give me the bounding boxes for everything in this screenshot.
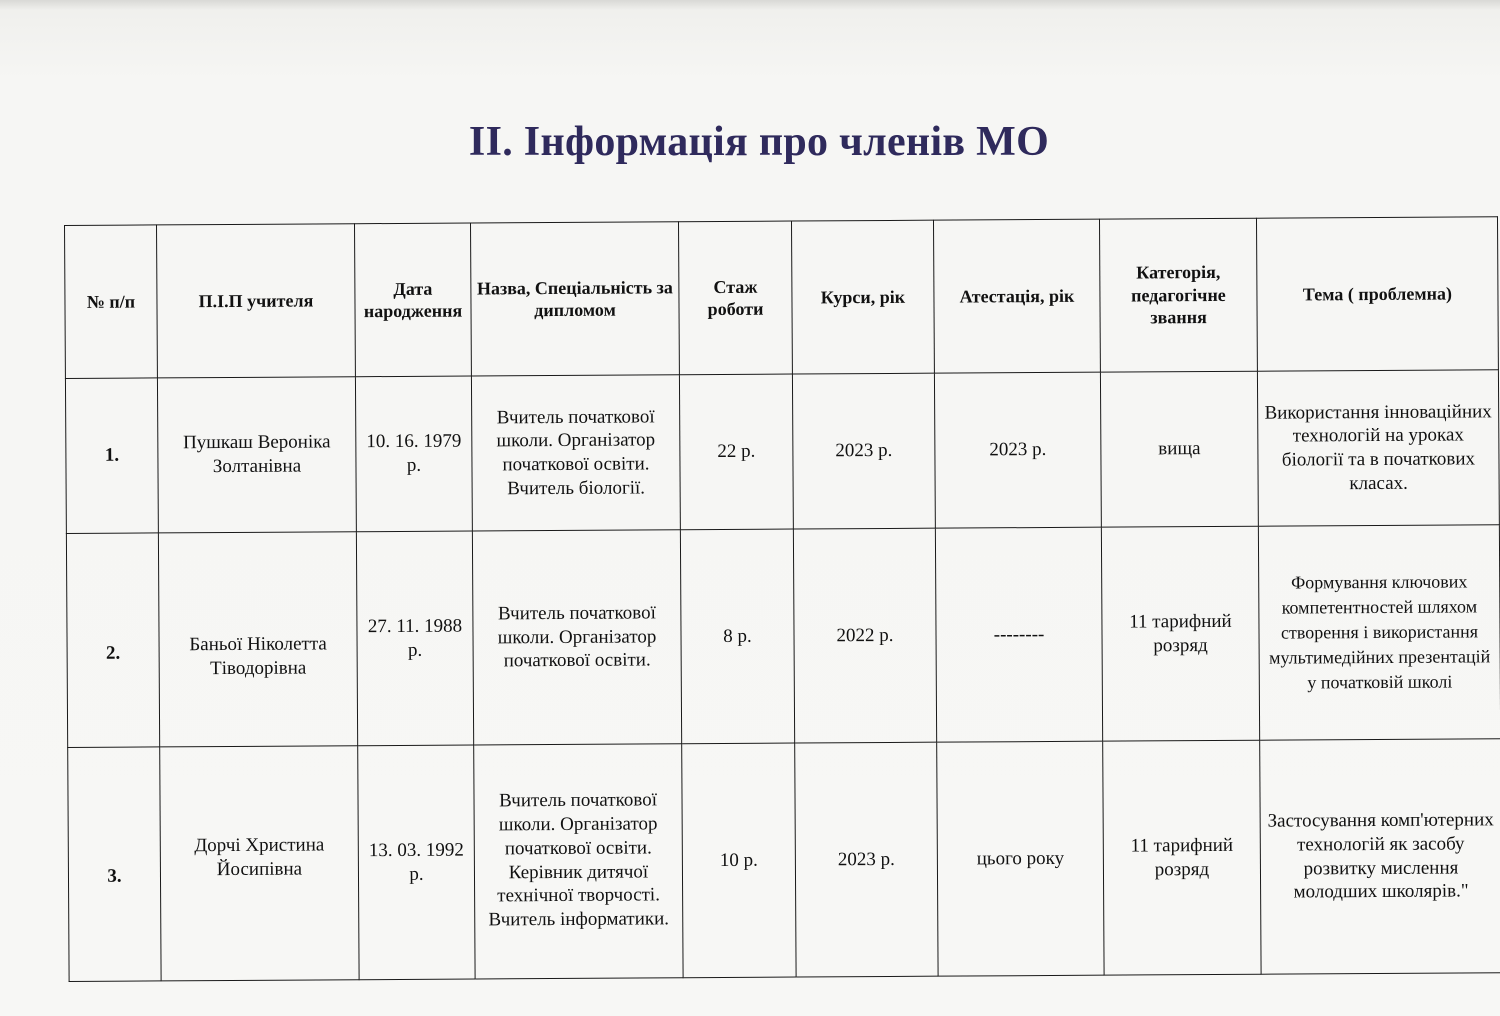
cell-name: Пушкаш Вероніка Золтанівна — [157, 377, 356, 533]
header-category: Категорія, педагогічне звання — [1099, 218, 1257, 372]
cell-experience: 10 р. — [682, 743, 796, 978]
cell-courses: 2023 р. — [792, 373, 935, 529]
cell-attestation: цього року — [937, 741, 1104, 976]
cell-attestation: 2023 р. — [934, 372, 1101, 528]
table-row — [65, 370, 1499, 534]
header-attestation: Атестація, рік — [933, 219, 1100, 373]
cell-birth: 13. 03. 1992 р. — [358, 745, 475, 980]
cell-courses: 2023 р. — [795, 742, 938, 977]
cell-topic: Використання інноваційних технологій на уроках біології та в початкових класах. — [1257, 370, 1499, 526]
cell-specialty: Вчитель початкової школи. Організатор початкової освіти. Вчитель біології. — [471, 375, 680, 531]
cell-experience: 22 р. — [679, 374, 793, 530]
cell-birth: 10. 16. 1979 р. — [355, 376, 472, 532]
cell-name: Баньої Ніколетта Тіводорівна — [158, 532, 357, 747]
header-num: № п/п — [65, 225, 158, 379]
table-row — [68, 739, 1500, 982]
header-name: П.І.П учителя — [157, 224, 356, 378]
header-courses: Курси, рік — [791, 220, 934, 374]
table-row — [66, 525, 1500, 748]
cell-experience: 8 р. — [680, 529, 794, 744]
cell-topic: Формування ключових компетентностей шляхом створення і використання мультимедійних презентацій у початковій школі — [1258, 525, 1500, 740]
header-topic: Тема ( проблемна) — [1256, 217, 1498, 371]
header-birth: Дата народження — [354, 223, 471, 377]
cell-category: 11 тарифний розряд — [1101, 526, 1259, 741]
table-header-row — [65, 217, 1499, 379]
cell-category: вища — [1100, 371, 1258, 527]
cell-name: Дорчі Христина Йосипівна — [160, 746, 359, 981]
cell-attestation: -------- — [935, 527, 1102, 742]
cell-num: 3. — [68, 747, 161, 982]
cell-num: 1. — [65, 378, 158, 534]
cell-courses: 2022 р. — [793, 528, 936, 743]
members-table — [64, 216, 1500, 982]
cell-specialty: Вчитель початкової школи. Організатор початкової освіти. — [472, 530, 681, 745]
cell-birth: 27. 11. 1988 р. — [356, 531, 473, 746]
cell-category: 11 тарифний розряд — [1103, 740, 1261, 975]
page-edge-shadow — [0, 0, 1500, 10]
cell-specialty: Вчитель початкової школи. Організатор початкової освіти. Керівник дитячої технічної творчості. Вчитель інформатики. — [474, 744, 683, 979]
header-specialty: Назва, Спеціальність за дипломом — [470, 222, 679, 376]
cell-topic: Застосування комп'ютерних технологій як засобу розвитку мислення молодших школярів." — [1260, 739, 1500, 974]
header-experience: Стаж роботи — [678, 221, 792, 375]
cell-num: 2. — [66, 533, 159, 748]
page-title: ІІ. Інформація про членів МО — [468, 119, 1050, 165]
